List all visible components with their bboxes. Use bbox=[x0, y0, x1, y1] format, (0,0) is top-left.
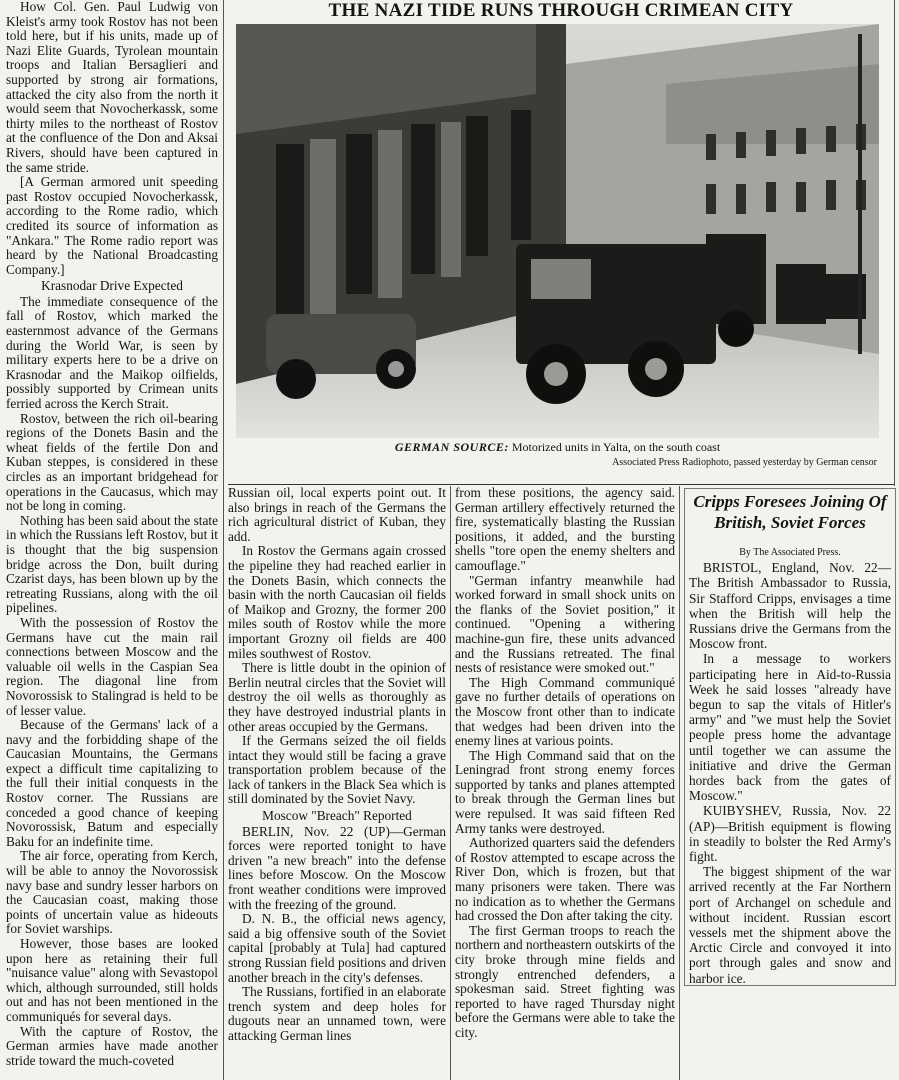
sidebar-story-byline: By The Associated Press. bbox=[739, 547, 841, 558]
article-paragraph: There is little doubt in the opinion of Berlin neutral circles that the Soviet will destroy the oil wells as thoroughly as they have destroyed industrial plants in other areas occupied by the Germans. bbox=[228, 660, 446, 734]
article-paragraph: from these positions, the agency said. German artillery effectively returned the fire, systematically blasting the Russian positions, it added, and the bursting shells "tore open the enemy shelters and camouflage." bbox=[455, 486, 675, 573]
article-paragraph: The biggest shipment of the war arrived recently at the Far Northern port of Archangel on schedule and without incident. Russian escort vessels met the shipment above the Arctic Circle and convoyed it into port through gales and snow and harbor ice. bbox=[689, 864, 891, 986]
article-paragraph: The first German troops to reach the northern and northeastern outskirts of the city broke through mine fields and strongly entrenched defenders, a spokesman said. Street fighting was reported to have raged Thursday night before the Germans were able to take the city. bbox=[455, 922, 675, 1040]
column-rule bbox=[894, 0, 895, 486]
photo-credit: Associated Press Radiophoto, passed yesterday by German censor bbox=[612, 457, 877, 468]
article-paragraph: D. N. B., the official news agency, said a big offensive south of the Soviet capital [probably at Tula] had captured strong Russian field positions and driven another breach in the city's defenses. bbox=[228, 911, 446, 985]
article-paragraph: However, those bases are looked upon here as retaining their full "nuisance value" along with Sevastopol which, although surrounded, still holds out and has not been mentioned in the communiqués for several days. bbox=[6, 936, 218, 1024]
article-paragraph: Because of the Germans' lack of a navy and the forbidding shape of the Caucasian Mountains, the Germans expect a difficult time capitalizing to the full their initial conquests in the Rostov corner. The Russians are conceded a good chance of keeping Novorossisk, Batum and especially Baku for an indefinite time. bbox=[6, 717, 218, 849]
photo-headline: THE NAZI TIDE RUNS THROUGH CRIMEAN CITY bbox=[328, 0, 794, 21]
article-paragraph: Rostov, between the rich oil-bearing regions of the Donets Basin and the wheat fields of the fertile Don and Kuban steppes, is considered in these circles as an important bridgehead for operations in the Caucasus, which may not be long in coming. bbox=[6, 410, 218, 514]
article-paragraph: BERLIN, Nov. 22 (UP)—German forces were reported tonight to have driven "a new breach" into the defense lines before Moscow. On the Moscow front weather conditions were improved with the freezing of the ground. bbox=[228, 823, 446, 912]
article-paragraph: Authorized quarters said the defenders of Rostov attempted to escape across the River Don, which is frozen, but that many prisoners were taken. There was no indication as to whether the Germans had crossed the Don after taking the city. bbox=[455, 835, 675, 924]
column-rule bbox=[450, 486, 451, 1080]
article-paragraph: The High Command said that on the Leningrad front strong enemy forces supported by tanks and planes attempted to break through the German lines but were repulsed. It was said fifteen Red Army tanks were destroyed. bbox=[455, 747, 675, 836]
news-photo bbox=[236, 24, 879, 438]
column-rule bbox=[223, 0, 224, 1080]
article-column-2 bbox=[228, 486, 446, 1080]
column-rule bbox=[679, 486, 680, 1080]
article-column-1 bbox=[6, 0, 218, 1080]
article-paragraph: [A German armored unit speeding past Rostov occupied Novocherkassk, according to the Rome radio, which credited its source of information as "Ankara." The Rome radio report was heard by the National Broadcasting Company.] bbox=[6, 174, 218, 277]
article-column-3 bbox=[455, 486, 675, 1080]
article-paragraph: The immediate consequence of the fall of Rostov, which marked the easternmost advance of the Germans during the World War, is seen by military experts here to be a drive on Krasnodar and the Maikop oilfields, possibly supported by Crimean units ferried across the Kerch Strait. bbox=[6, 293, 218, 412]
article-paragraph: KUIBYSHEV, Russia, Nov. 22 (AP)—British equipment is flowing in steadily to bolster the Red Army's fight. bbox=[689, 803, 891, 865]
photo-caption bbox=[236, 440, 879, 454]
yalta-street-photo bbox=[236, 24, 879, 438]
photo-bottom-rule bbox=[228, 484, 894, 485]
caption-source: GERMAN SOURCE: bbox=[394, 440, 509, 454]
article-paragraph: With the possession of Rostov the Germans have cut the main rail connections between Moscow and the valuable oil wells in the Caspian Sea region. The diagonal line from Novorossisk to Stalingrad is held to be of lesser value. bbox=[6, 614, 218, 718]
article-paragraph: The Russians, fortified in an elaborate trench system and deep holes for dugouts near an unnamed town, were attacking German lines bbox=[228, 984, 446, 1043]
article-paragraph: If the Germans seized the oil fields intact they would still be facing a grave transportation problem because of the lack of tankers in the Black Sea which is still dominated by the Soviet Navy. bbox=[228, 733, 446, 807]
article-paragraph: Russian oil, local experts point out. It also brings in reach of the Germans the rich agricultural district of Kuban, they add. bbox=[228, 486, 446, 544]
article-subhead: Krasnodar Drive Expected bbox=[41, 278, 183, 294]
sidebar-story-box bbox=[684, 488, 896, 986]
article-paragraph: BRISTOL, England, Nov. 22—The British Ambassador to Russia, Sir Stafford Cripps, envisages a time when the British will help the Russians drive the Germans from the Moscow front. bbox=[689, 560, 891, 652]
sidebar-story-headline: Cripps Foresees Joining Of British, Soviet Forces bbox=[693, 492, 887, 532]
article-paragraph: The air force, operating from Kerch, will be able to annoy the Novorossisk navy base and sundry lesser harbors on the Caucasian coast, making those points of uncertain value as hideouts for Soviet warships. bbox=[6, 848, 218, 937]
article-subhead: Moscow "Breach" Reported bbox=[262, 808, 412, 824]
article-paragraph: With the capture of Rostov, the German armies have made another stride toward the much-coveted bbox=[6, 1023, 218, 1068]
caption-text: Motorized units in Yalta, on the south coast bbox=[511, 440, 721, 454]
article-paragraph: How Col. Gen. Paul Ludwig von Kleist's army took Rostov has not been told here, but if his units, made up of Nazi Elite Guards, Tyrolean mountain troops and Italian Bersaglieri and supported by strong air formations, attacked the city also from the north it would seem that Novocherkassk, some thirty miles to the northeast of Rostov at the confluence of the Don and Aksai Rivers, should have been captured in the same stride. bbox=[6, 0, 218, 175]
article-paragraph: Nothing has been said about the state in which the Russians left Rostov, but it is thought that the big suspension bridge across the Don, built during Czarist days, has been blown up by the retreating Russians, along with the oil pipelines. bbox=[6, 512, 218, 616]
article-paragraph: In a message to workers participating here in Aid-to-Russia Week he said losses "already have begun to sap the vitals of Hitler's army" and "we must help the Soviet people press home the advantage until together we can assume the initiative and drive the German hordes back from the gates of Moscow." bbox=[689, 651, 891, 804]
article-paragraph: The High Command communiqué gave no further details of operations on the Moscow front other than to indicate that wedges had been driven into the enemy lines at various points. bbox=[455, 674, 675, 749]
article-paragraph: "German infantry meanwhile had worked forward in small shock units on the flanks of the Soviet position," it continued. "Opening a withering machine-gun fire, these units advanced and the Russians retreated. The final nests of resistance were smoked out." bbox=[455, 572, 675, 676]
article-paragraph: In Rostov the Germans again crossed the pipeline they had reached earlier in the Donets Basin, which connects the basin with the north Caucasian oil fields of Maikop and Grozny, the former 200 miles south of Rostov while the more important Grozny oil fields are 400 miles southwest of Rostov. bbox=[228, 543, 446, 661]
